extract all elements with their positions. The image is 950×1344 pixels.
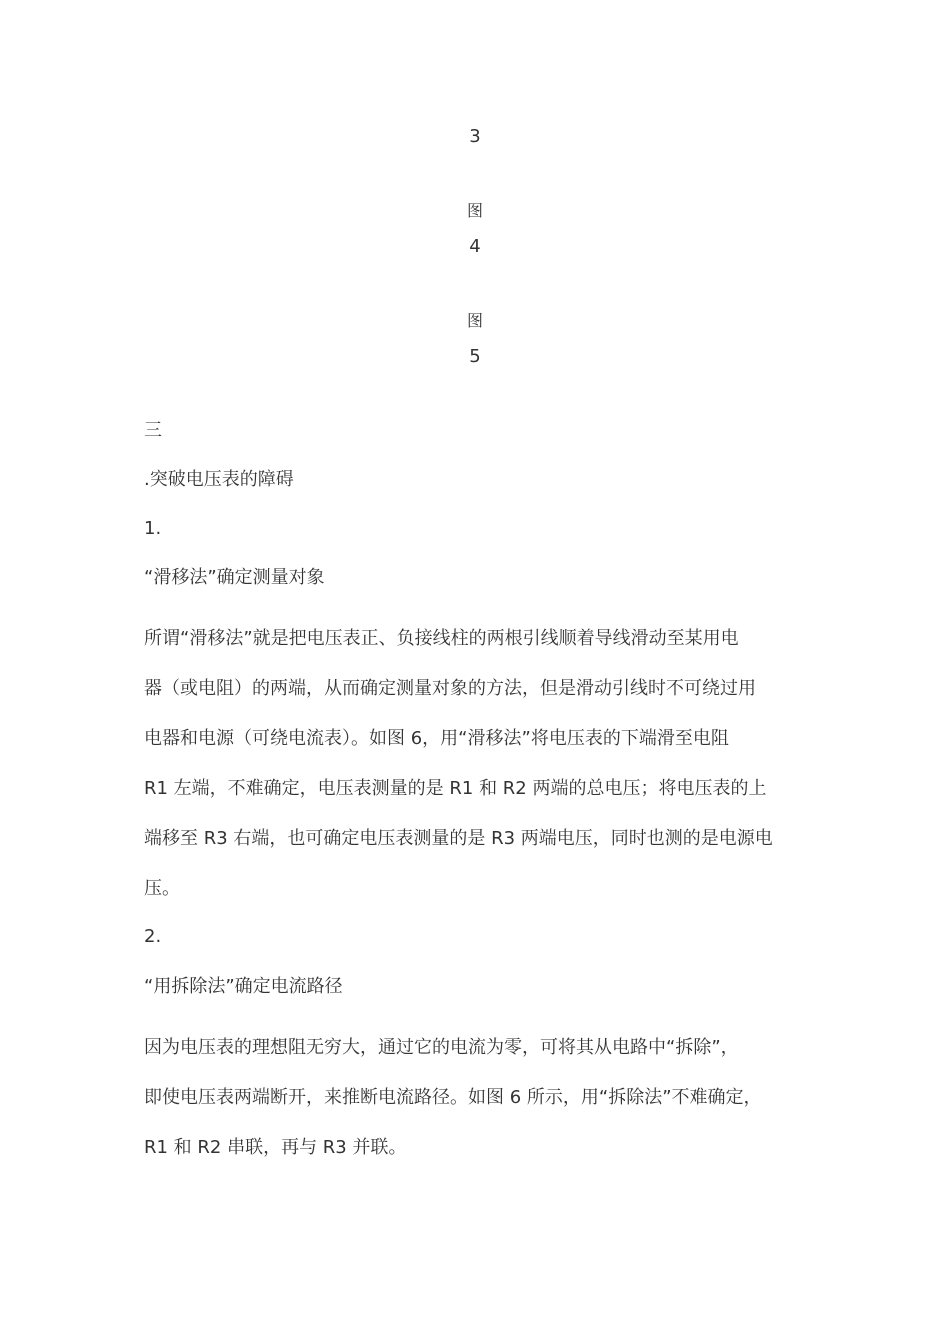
figure-number-3: 3 [469, 126, 481, 147]
figure-label-char: 图 [466, 201, 483, 220]
section-title: .突破电压表的障碍 [144, 469, 294, 490]
section-number: 三 [144, 420, 162, 441]
item2-paragraph-line: 即使电压表两端断开，来推断电流路径。如图 6 所示，用“拆除法”不难确定， [144, 1087, 762, 1108]
figure-number-4: 4 [469, 236, 481, 257]
item1-title: “滑移法”确定测量对象 [144, 567, 325, 588]
item2-title: “用拆除法”确定电流路径 [144, 976, 343, 997]
item1-paragraph-line: R1 左端，不难确定，电压表测量的是 R1 和 R2 两端的总电压；将电压表的上 [144, 778, 767, 799]
item1-paragraph-line: 端移至 R3 右端，也可确定电压表测量的是 R3 两端电压，同时也测的是电源电 [144, 828, 773, 849]
figure-label-char: 图 [466, 311, 483, 330]
item1-paragraph-line: 压。 [144, 878, 180, 899]
item2-number: 2. [144, 926, 162, 947]
item1-paragraph-line: 电器和电源（可绕电流表）。如图 6，用“滑移法”将电压表的下端滑至电阻 [144, 728, 729, 749]
figure-number-5: 5 [469, 346, 481, 367]
item1-paragraph-line: 器（或电阻）的两端，从而确定测量对象的方法，但是滑动引线时不可绕过用 [144, 678, 756, 699]
item2-paragraph-line: 因为电压表的理想阻无穷大，通过它的电流为零，可将其从电路中“拆除”， [144, 1037, 739, 1058]
item1-number: 1. [144, 518, 162, 539]
item2-paragraph-line: R1 和 R2 串联，再与 R3 并联。 [144, 1137, 407, 1158]
item1-paragraph-line: 所谓“滑移法”就是把电压表正、负接线柱的两根引线顺着导线滑动至某用电 [144, 628, 739, 649]
